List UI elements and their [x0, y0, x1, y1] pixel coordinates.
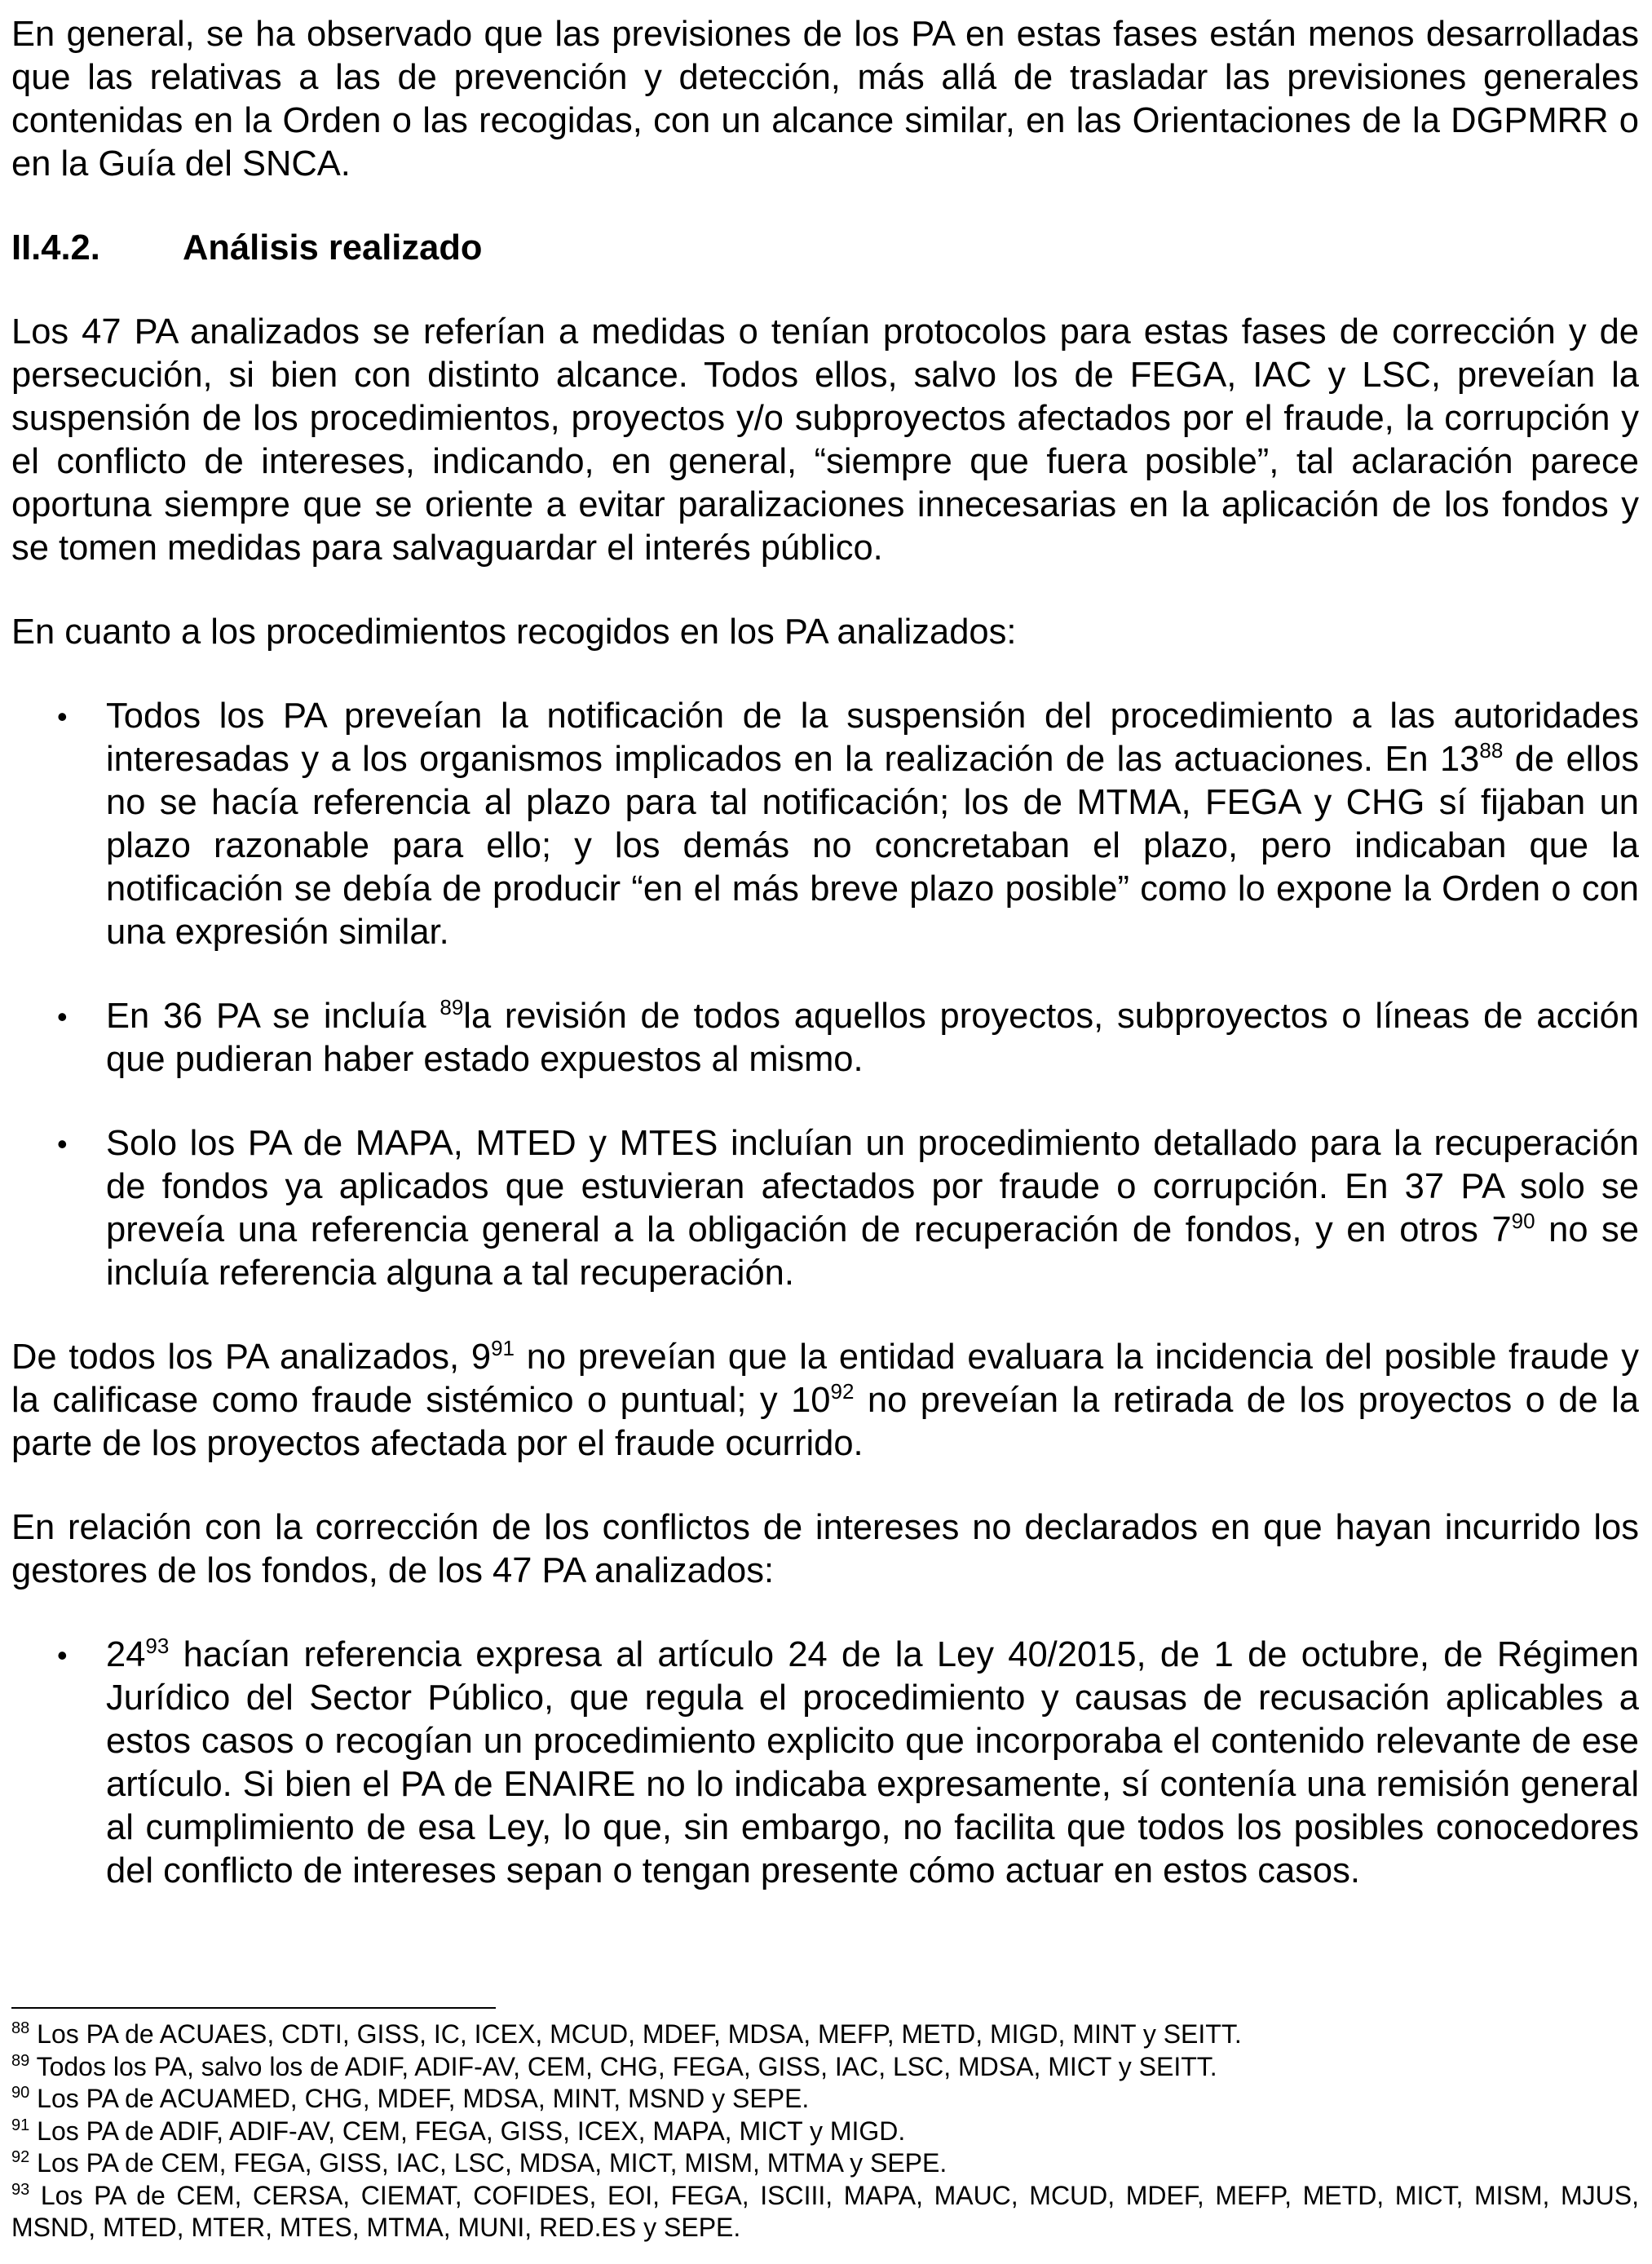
- footnote-number: 89: [11, 2051, 30, 2070]
- analysis-paragraph: Los 47 PA analizados se referían a medidas o tenían protocolos para estas fases de corrección y de persecución, si bien con distinto alcance. Todos ellos, salvo los de FEGA, IAC y LSC, preveían la suspensión de los procedimientos, proyectos y/o subproyectos afectados por el fraude, la corrupción y el conflicto de intereses, indicando, en general, “siempre que fuera posible”, tal aclaración parece oportuna siempre que se oriente a evitar paralizaciones innecesarias en la aplicación de los fondos y se tomen medidas para salvaguardar el interés público.: [11, 312, 1639, 568]
- list-item-text: de ellos no se hacía referencia al plazo para tal notificación; los de MTMA, FEGA y CHG sí fijaban un plazo razonable para ello; y los demás no concretaban el plazo, pero indicaban que la notificación se debía de producir “en el más breve plazo posible” como lo expone la Orden o con una expresión similar.: [106, 740, 1639, 952]
- footnote: [11, 2051, 1639, 2084]
- footnote-text: Los PA de ACUAMED, CHG, MDEF, MDSA, MINT, MSND y SEPE.: [29, 2084, 810, 2113]
- footnote: [11, 2147, 1639, 2180]
- footnote-reference[interactable]: 91: [491, 1336, 515, 1360]
- footnote-text: Los PA de CEM, CERSA, CIEMAT, COFIDES, EOI, FEGA, ISCIII, MAPA, MAUC, MCUD, MDEF, MEFP, METD, MICT, MISM, MJUS, MSND, MTED, MTER, MTES, MTMA, MUNI, RED.ES y SEPE.: [11, 2180, 1639, 2242]
- list-item: [11, 995, 1639, 1081]
- conflicts-paragraph: En relación con la corrección de los conflictos de intereses no declarados en que hayan incurrido los gestores de los fondos, de los 47 PA analizados:: [11, 1508, 1639, 1590]
- bullet-icon: •: [57, 700, 68, 733]
- footnote-number: 93: [11, 2180, 30, 2199]
- footnote-text: Los PA de CEM, FEGA, GISS, IAC, LSC, MDSA, MICT, MISM, MTMA y SEPE.: [29, 2148, 947, 2178]
- footnote-text: Los PA de ACUAES, CDTI, GISS, IC, ICEX, MCUD, MDEF, MDSA, MEFP, METD, MIGD, MINT y SEITT.: [29, 2019, 1242, 2049]
- paragraph-text: no preveían que la entidad evaluara la incidencia del posible fraude y la calificase como fraude sistémico o puntual; y 10: [11, 1338, 1640, 1420]
- paragraph-text: De todos los PA analizados, 9: [11, 1338, 492, 1377]
- list-item: [11, 695, 1639, 954]
- footnote: [11, 2180, 1639, 2244]
- footnote-number: 91: [11, 2116, 30, 2134]
- footnote-text: Todos los PA, salvo los de ADIF, ADIF-AV, CEM, CHG, FEGA, GISS, IAC, LSC, MDSA, MICT y SEITT.: [29, 2051, 1217, 2081]
- footnote-number: 92: [11, 2148, 30, 2166]
- footnote: [11, 2019, 1639, 2051]
- conflicts-bullet-list: [11, 1634, 1639, 1893]
- procedures-bullet-list: [11, 695, 1639, 1295]
- list-item-text: Todos los PA preveían la notificación de la suspensión del procedimiento a las autoridades interesadas y a los organismos implicados en la realización de las actuaciones. En 13: [106, 696, 1639, 779]
- bullet-icon: •: [57, 1638, 68, 1672]
- section-heading: [11, 227, 1639, 270]
- footnote-separator: [11, 2007, 496, 2009]
- footnote-reference[interactable]: 89: [440, 995, 464, 1019]
- list-item-text: hacían referencia expresa al artículo 24 de la Ley 40/2015, de 1 de octubre, de Régimen Jurídico del Sector Público, que regula el procedimiento y causas de recusación aplicables a estos casos o recogían un procedimiento explicito que incorporaba el contenido relevante de ese artículo. Si bien el PA de ENAIRE no lo indicaba expresamente, sí contenía una remisión general al cumplimiento de esa Ley, lo que, sin embargo, no facilita que todos los posibles conocedores del conflicto de intereses sepan o tengan presente cómo actuar en estos casos.: [106, 1635, 1639, 1890]
- footnote-reference[interactable]: 90: [1511, 1209, 1535, 1233]
- list-item-text: la revisión de todos aquellos proyectos, subproyectos o líneas de acción que pudieran haber estado expuestos al mismo.: [106, 997, 1640, 1079]
- footnote-reference[interactable]: 88: [1479, 738, 1504, 763]
- footnote-reference[interactable]: 92: [830, 1379, 855, 1404]
- list-item: [11, 1122, 1639, 1295]
- footnote: [11, 2083, 1639, 2116]
- list-item: [11, 1634, 1639, 1893]
- list-item-text: En 36 PA se incluía: [106, 997, 440, 1036]
- list-item-text: Solo los PA de MAPA, MTED y MTES incluían un procedimiento detallado para la recuperación de fondos ya aplicados que estuvieran afectados por fraude o corrupción. En 37 PA solo se preveía una referencia general a la obligación de recuperación de fondos, y en otros 7: [106, 1124, 1639, 1249]
- paragraph-text: no preveían la retirada de los proyectos o de la parte de los proyectos afectada por el fraude ocurrido.: [11, 1381, 1639, 1463]
- section-title: Análisis realizado: [183, 228, 483, 268]
- footnote: [11, 2116, 1639, 2148]
- bullet-icon: •: [57, 1127, 68, 1161]
- document-page: [11, 13, 1639, 1934]
- intro-paragraph: En general, se ha observado que las previsiones de los PA en estas fases están menos desarrolladas que las relativas a las de prevención y detección, más allá de trasladar las previsiones generales contenidas en la Orden o las recogidas, con un alcance similar, en las Orientaciones de la DGPMRR o en la Guía del SNCA.: [11, 15, 1639, 184]
- footnote-reference[interactable]: 93: [145, 1634, 170, 1658]
- footnotes: [11, 2019, 1639, 2244]
- list-item-text: no se incluía referencia alguna a tal recuperación.: [106, 1210, 1639, 1293]
- procedures-paragraph: En cuanto a los procedimientos recogidos en los PA analizados:: [11, 612, 1017, 652]
- footnote-text: Los PA de ADIF, ADIF-AV, CEM, FEGA, GISS, ICEX, MAPA, MICT y MIGD.: [29, 2116, 906, 2146]
- section-number: II.4.2.: [11, 228, 100, 268]
- footnote-number: 90: [11, 2084, 30, 2102]
- bullet-icon: •: [57, 1000, 68, 1033]
- footnote-number: 88: [11, 2019, 30, 2037]
- list-item-text: 24: [106, 1635, 146, 1674]
- evaluation-paragraph: [11, 1336, 1639, 1466]
